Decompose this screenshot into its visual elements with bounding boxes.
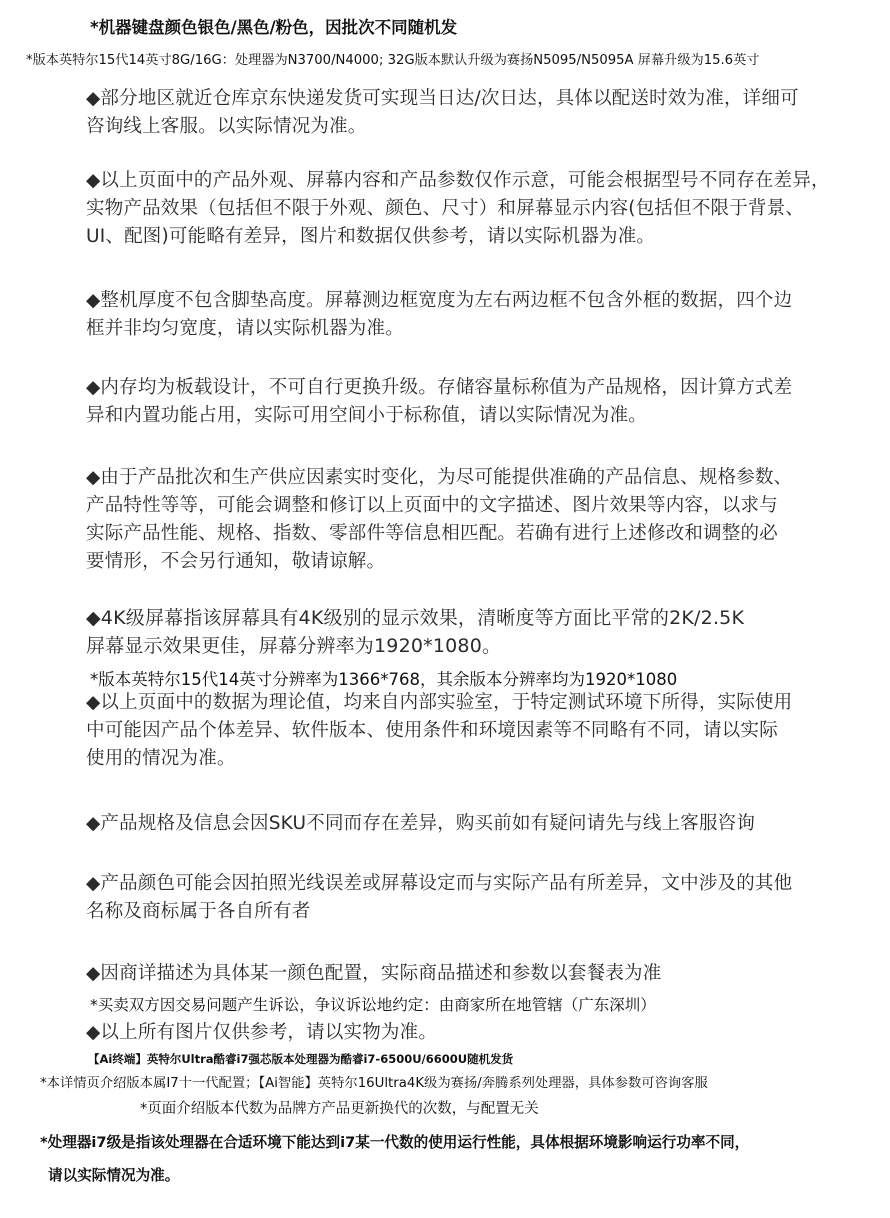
paragraph-line: 框并非均匀宽度，请以实际机器为准。 — [86, 318, 404, 339]
paragraph-line: 屏幕显示效果更佳，屏幕分辨率为1920*1080。 — [86, 635, 502, 657]
paragraph-line: ◆以上页面中的数据为理论值，均来自内部实验室，于特定测试环境下所得，实际使用 — [86, 692, 793, 713]
paragraph-images-reference — [86, 1019, 846, 1047]
paragraph-line: ◆以上页面中的产品外观、屏幕内容和产品参数仅作示意，可能会根据型号不同存在差异， — [86, 170, 830, 191]
paragraph-4k-screen — [86, 604, 846, 660]
dispute-note: *买卖双方因交易问题产生诉讼，争议诉讼地约定：由商家所在地管辖（广东深圳） — [90, 996, 656, 1014]
paragraph-delivery — [86, 85, 846, 141]
paragraph-batch-changes — [86, 464, 846, 576]
paragraph-memory — [86, 374, 846, 430]
paragraph-line: ◆因商详描述为具体某一颜色配置，实际商品描述和参数以套餐表为准 — [86, 963, 662, 984]
keyboard-color-note: *机器键盘颜色银色/黑色/粉色，因批次不同随机发 — [90, 18, 458, 37]
generation-note: *本详情页介绍版本属I7十一代配置；【Ai智能】英特尔16Ultra4K级为赛扬/奔腾系列处理器，具体参数可咨询客服 — [40, 1076, 708, 1091]
paragraph-line: 咨询线上客服。以实际情况为准。 — [86, 116, 367, 137]
version-note: *版本英特尔15代14英寸8G/16G：处理器为N3700/N4000; 32G版本默认升级为赛扬N5095/N5095A 屏幕升级为15.6英寸 — [26, 53, 760, 68]
paragraph-color-difference — [86, 870, 846, 926]
i7-performance-note-continued: 请以实际情况为准。 — [48, 1167, 180, 1184]
brand-generation-note: *页面介绍版本代数为品牌方产品更新换代的次数，与配置无关 — [140, 1101, 539, 1117]
paragraph-appearance-disclaimer — [86, 167, 846, 251]
paragraph-lab-data — [86, 689, 846, 773]
paragraph-line: UI、配图)可能略有差异，图片和数据仅供参考，请以实际机器为准。 — [86, 226, 656, 247]
paragraph-line: ◆由于产品批次和生产供应因素实时变化，为尽可能提供准确的产品信息、规格参数、 — [86, 467, 793, 488]
paragraph-sku — [86, 810, 846, 838]
paragraph-line: 异和内置功能占用，实际可用空间小于标称值，请以实际情况为准。 — [86, 405, 648, 426]
i7-performance-note: *处理器i7级是指该处理器在合适环境下能达到i7某一代数的使用运行性能，具体根据环境影响运行功率不同， — [40, 1134, 750, 1151]
paragraph-line: ◆部分地区就近仓库京东快递发货可实现当日达/次日达，具体以配送时效为准，详细可 — [86, 88, 799, 109]
paragraph-line: ◆产品规格及信息会因SKU不同而存在差异，购买前如有疑问请先与线上客服咨询 — [86, 813, 756, 834]
paragraph-line: 产品特性等等，可能会调整和修订以上页面中的文字描述、图片效果等内容，以求与 — [86, 495, 778, 516]
paragraph-line: ◆以上所有图片仅供参考，请以实物为准。 — [86, 1022, 438, 1043]
resolution-note: *版本英特尔15代14英寸分辨率为1366*768，其余版本分辨率均为1920*1080 — [90, 670, 678, 689]
paragraph-line: ◆内存均为板载设计，不可自行更换升级。存储容量标称值为产品规格，因计算方式差 — [86, 377, 793, 398]
paragraph-package-table — [86, 960, 846, 988]
paragraph-line: ◆4K级屏幕指该屏幕具有4K级别的显示效果，清晰度等方面比平常的2K/2.5K — [86, 607, 745, 629]
paragraph-line: ◆整机厚度不包含脚垫高度。屏幕测边框宽度为左右两边框不包含外框的数据，四个边 — [86, 290, 793, 311]
paragraph-line: 实际产品性能、规格、指数、零部件等信息相匹配。若确有进行上述修改和调整的必 — [86, 523, 778, 544]
paragraph-line: ◆产品颜色可能会因拍照光线误差或屏幕设定而与实际产品有所差异，文中涉及的其他 — [86, 873, 793, 894]
paragraph-thickness — [86, 287, 846, 343]
paragraph-line: 要情形，不会另行通知，敬请谅解。 — [86, 551, 386, 572]
ai-terminal-note: 【Ai终端】英特尔Ultra酷睿i7强芯版本处理器为酷睿i7-6500U/6600U随机发货 — [88, 1052, 514, 1066]
paragraph-line: 实物产品效果（包括但不限于外观、颜色、尺寸）和屏幕显示内容(包括但不限于背景、 — [86, 198, 805, 219]
paragraph-line: 名称及商标属于各自所有者 — [86, 901, 311, 922]
paragraph-line: 中可能因产品个体差异、软件版本、使用条件和环境因素等不同略有不同，请以实际 — [86, 720, 778, 741]
paragraph-line: 使用的情况为准。 — [86, 748, 236, 769]
